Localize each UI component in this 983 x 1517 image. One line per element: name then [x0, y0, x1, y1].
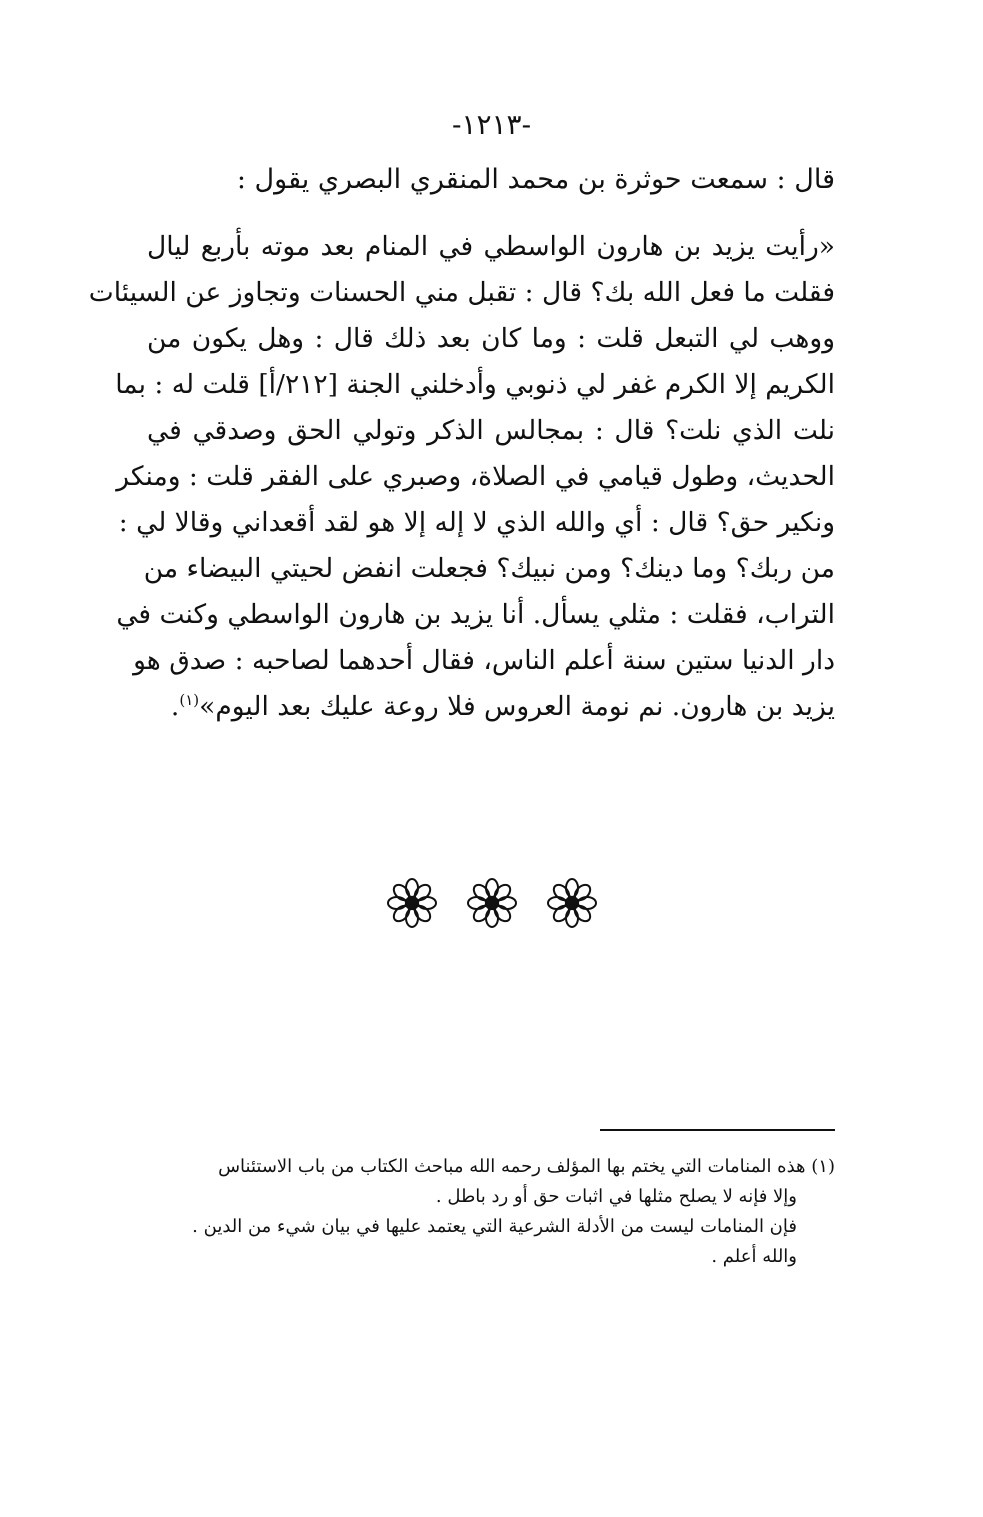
footnotes — [147, 1152, 835, 1272]
footnote-line: (١) هذه المنامات التي يختم بها المؤلف رحمه الله مباحث الكتاب من باب الاستئناس — [218, 1156, 835, 1177]
text-line: ووهب لي التبعل قلت : وما كان بعد ذلك قال : وهل يكون من — [147, 323, 835, 354]
last-line-text: يزيد بن هارون. نم نومة العروس فلا روعة عليك بعد اليوم» — [199, 691, 835, 722]
text-line: التراب، فقلت : مثلي يسأل. أنا يزيد بن هارون الواسطي وكنت في — [116, 599, 835, 630]
section-ornament — [0, 878, 983, 928]
flower-ornament-icon — [467, 878, 517, 928]
text-line: نلت الذي نلت؟ قال : بمجالس الذكر وتولي الحق وصدقي في — [147, 415, 835, 446]
text-line: دار الدنيا ستين سنة أعلم الناس، فقال أحدهما لصاحبه : صدق هو — [133, 645, 835, 676]
page-number: -١٢١٣- — [451, 108, 532, 141]
text-line: «رأيت يزيد بن هارون الواسطي في المنام بعد موته بأربع ليال — [147, 231, 835, 262]
footnote-divider — [600, 1129, 835, 1131]
text-line: الكريم إلا الكرم غفر لي ذنوبي وأدخلني الجنة [٢١٢/أ] قلت له : بما — [115, 369, 835, 400]
text-line: الحديث، وطول قيامي في الصلاة، وصبري على الفقر قلت : ومنكر — [116, 461, 835, 492]
intro-line: قال : سمعت حوثرة بن محمد المنقري البصري يقول : — [236, 164, 835, 195]
last-line-punct: . — [170, 691, 180, 722]
text-line: ونكير حق؟ قال : أي والله الذي لا إله إلا هو لقد أقعداني وقالا لي : — [118, 507, 835, 538]
footnote-line: والله أعلم . — [711, 1246, 797, 1267]
text-line: فقلت ما فعل الله بك؟ قال : تقبل مني الحسنات وتجاوز عن السيئات — [88, 277, 835, 308]
footnote-line: فإن المنامات ليست من الأدلة الشرعية التي يعتمد عليها في بيان شيء من الدين . — [192, 1216, 797, 1237]
text-line: من ربك؟ وما دينك؟ ومن نبيك؟ فجعلت انفض لحيتي البيضاء من — [143, 553, 835, 584]
footnote-reference: (١) — [179, 691, 200, 710]
text-line-last — [147, 684, 835, 730]
flower-ornament-icon — [547, 878, 597, 928]
footnote-line: وإلا فإنه لا يصلح مثلها في اثبات حق أو رد باطل . — [435, 1186, 797, 1207]
flower-ornament-icon — [387, 878, 437, 928]
main-text — [88, 224, 835, 730]
